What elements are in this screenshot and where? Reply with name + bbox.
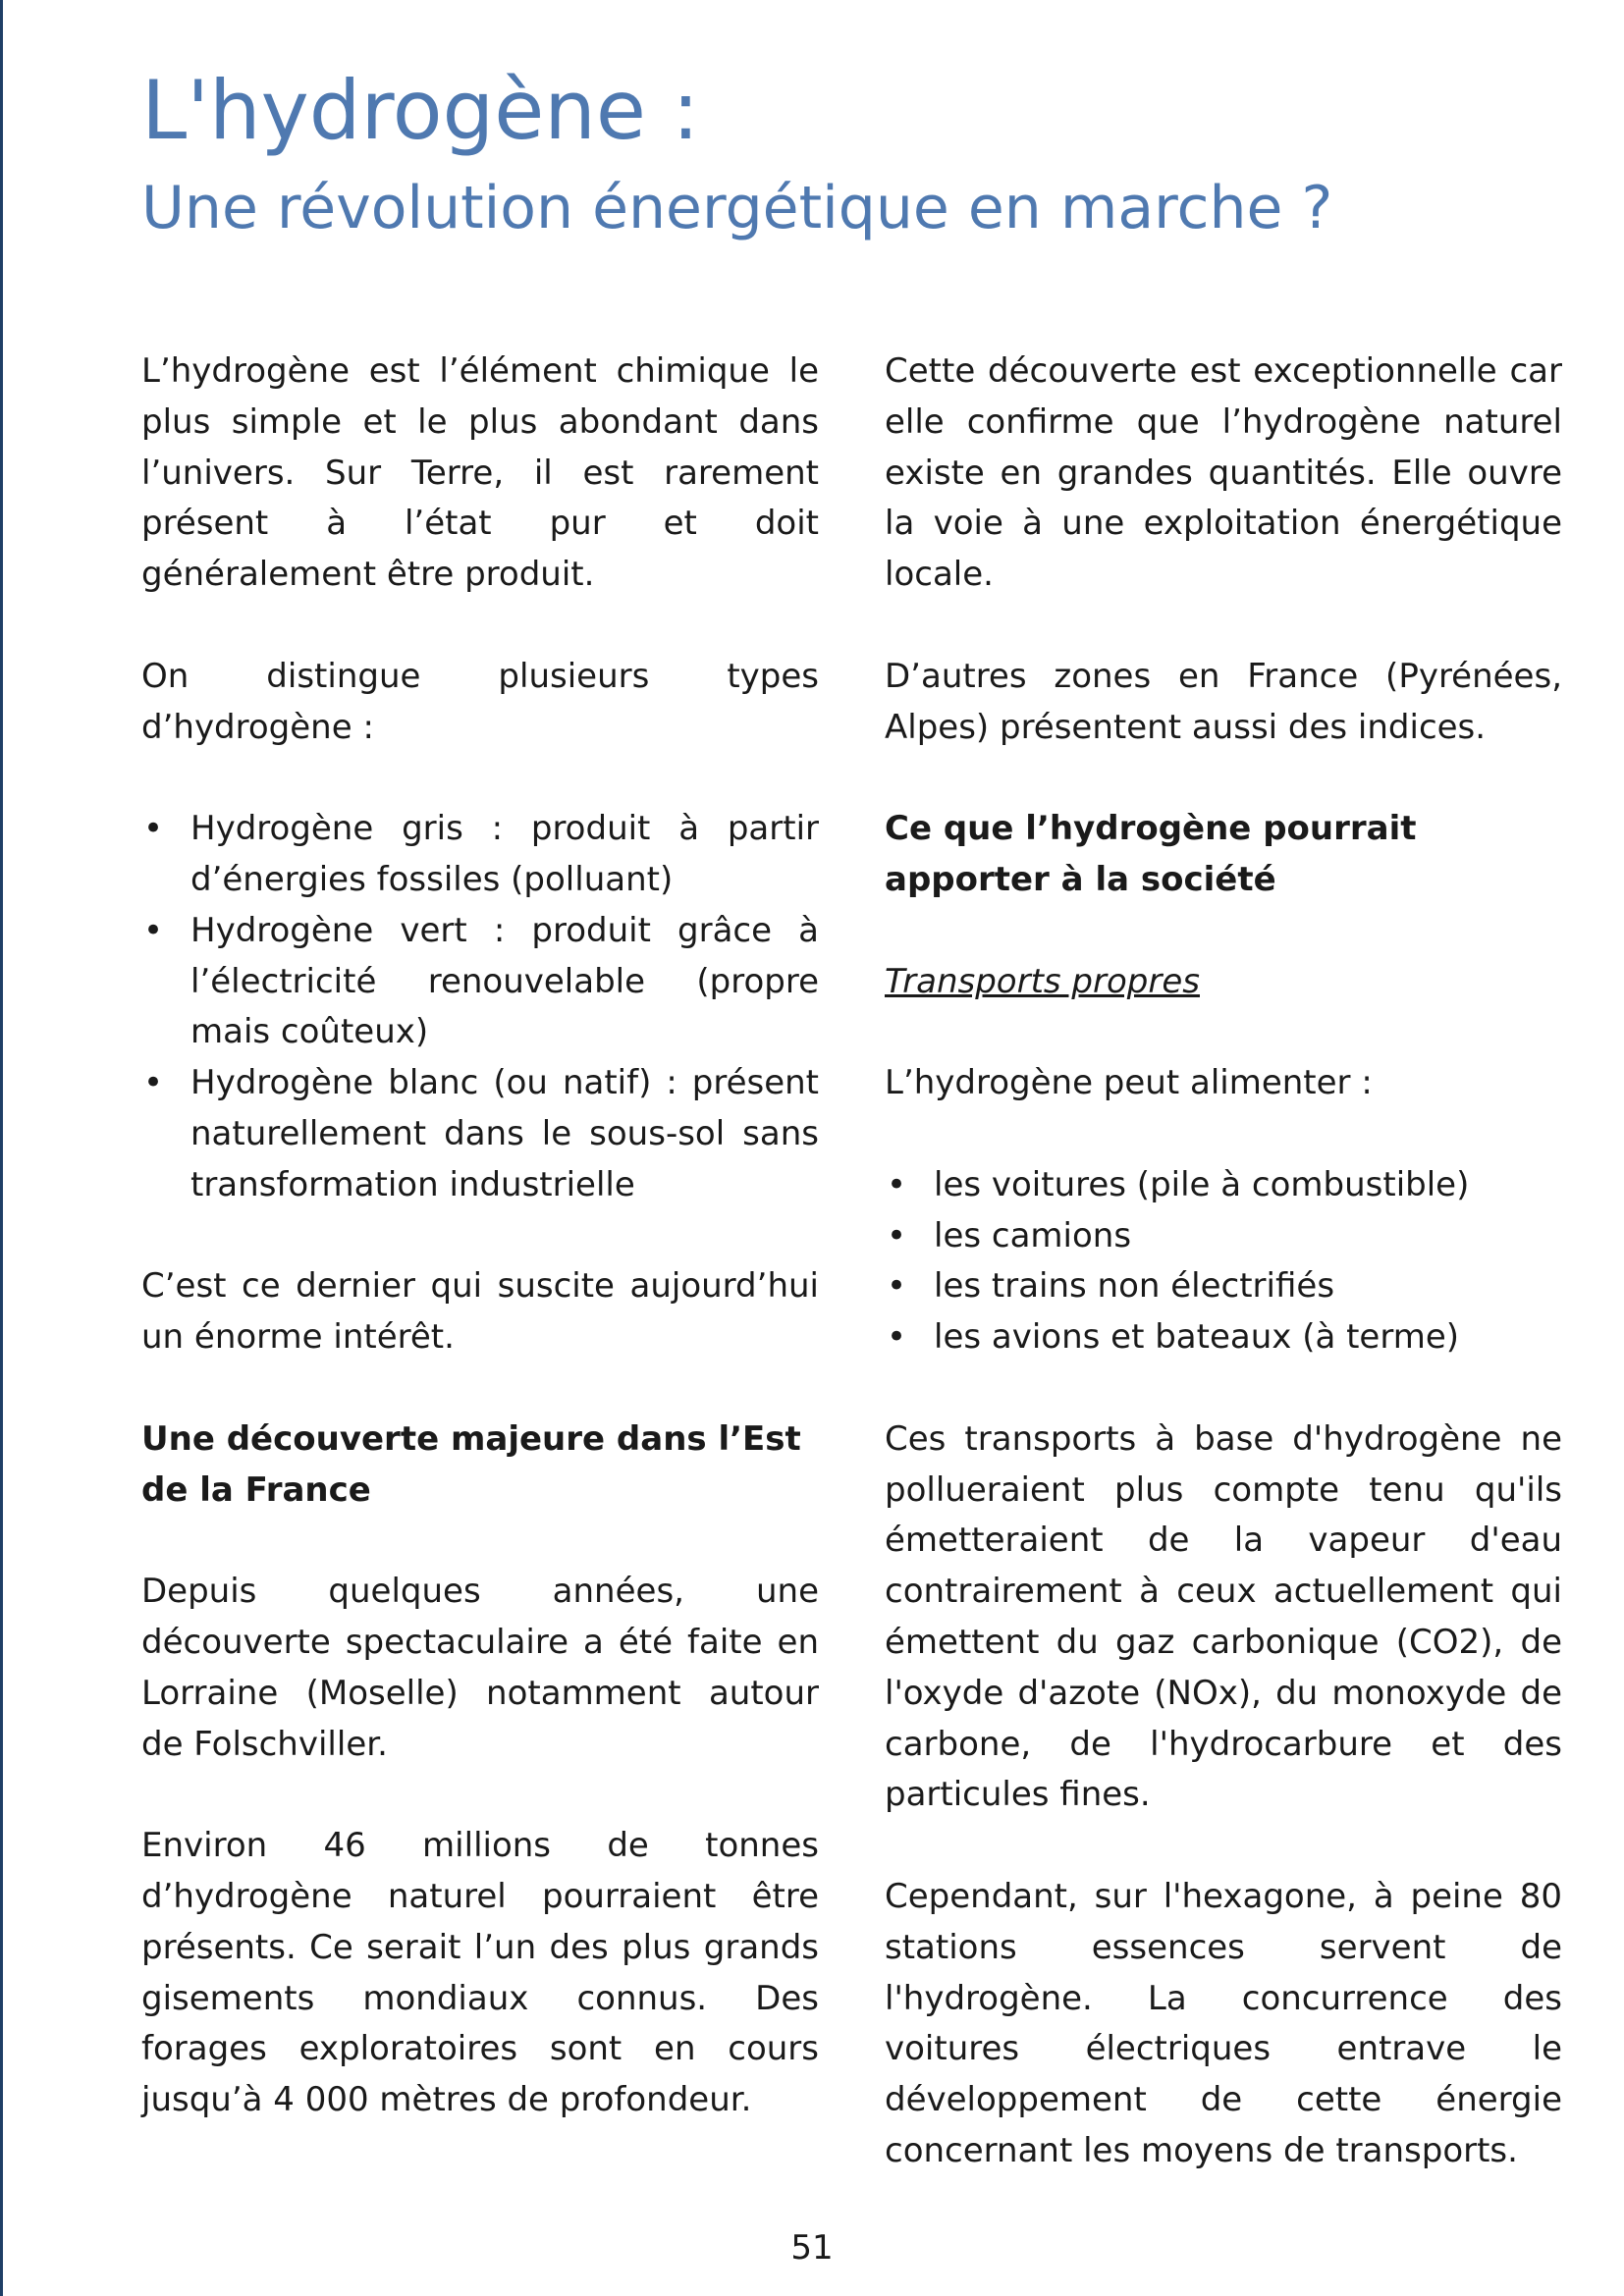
list-item-text: les avions et bateaux (à terme)	[934, 1317, 1460, 1358]
list-item	[885, 1261, 1562, 1312]
bullet-icon: •	[887, 1266, 907, 1307]
list-item	[141, 906, 819, 1058]
types-intro-paragraph: On distingue plusieurs types d’hydrogène :	[141, 656, 819, 747]
list-item	[885, 1211, 1562, 1262]
bullet-icon: •	[143, 910, 164, 950]
list-item-text: Hydrogène gris : produit à partir d’énergies fossiles (polluant)	[190, 809, 819, 899]
exceptional-paragraph: Cette découverte est exceptionnelle car elle confirme que l’hydrogène naturel existe en grandes quantités. Elle ouvre la voie à une exploitation énergétique locale.	[885, 351, 1562, 595]
list-item	[885, 1160, 1562, 1211]
list-item	[885, 1312, 1562, 1363]
right-column	[885, 347, 1562, 2227]
list-item-text: Hydrogène blanc (ou natif) : présent naturellement dans le sous-sol sans transformation industrielle	[190, 1063, 819, 1204]
list-item	[141, 804, 819, 906]
other-zones-paragraph: D’autres zones en France (Pyrénées, Alpes) présentent aussi des indices.	[885, 656, 1562, 747]
estimate-paragraph: Environ 46 millions de tonnes d’hydrogène naturel pourraient être présents. Ce serait l’un des plus grands gisements mondiaux connus. Des forages exploratoires sont en cours jusqu’à 4 000 mètres de profondeur.	[141, 1826, 819, 2120]
intro-paragraph: L’hydrogène est l’élément chimique le plus simple et le plus abondant dans l’univers. Sur Terre, il est rarement présent à l’état pur et doit généralement être produit.	[141, 351, 819, 595]
society-heading: Ce que l’hydrogène pourrait apporter à la société	[885, 809, 1417, 899]
bullet-icon: •	[143, 1063, 164, 1103]
page-title: L'hydrogène :	[141, 63, 700, 158]
discovery-heading: Une découverte majeure dans l’Est de la France	[141, 1418, 801, 1510]
stations-paragraph: Cependant, sur l'hexagone, à peine 80 stations essences servent de l'hydrogène. La concurrence des voitures électriques entrave le développement de cette énergie concernant les moyens de transports.	[885, 1876, 1562, 2170]
list-item	[141, 1058, 819, 1210]
list-item-text: les camions	[934, 1215, 1132, 1255]
bullet-icon: •	[887, 1215, 907, 1255]
page-subtitle: Une révolution énergétique en marche ?	[141, 174, 1333, 242]
list-item-text: les trains non électrifiés	[934, 1266, 1335, 1307]
bullet-icon: •	[887, 1317, 907, 1358]
transport-subheading: Transports propres	[885, 961, 1200, 1001]
page-number: 51	[790, 2228, 834, 2268]
pollution-paragraph: Ces transports à base d'hydrogène ne pollueraient plus compte tenu qu'ils émetteraient de la vapeur d'eau contrairement à ceux actuellement qui émettent du gaz carbonique (CO2), de l'oxyde d'azote (NOx), du monoxyde de carbone, de l'hydrocarbure et des particules fines.	[885, 1418, 1562, 1815]
title-block	[141, 57, 1536, 247]
page-edge-line	[0, 0, 3, 2296]
bullet-icon: •	[143, 809, 164, 849]
interest-paragraph: C’est ce dernier qui suscite aujourd’hui un énorme intérêt.	[141, 1266, 819, 1358]
transport-list	[885, 1160, 1562, 1363]
hydrogen-types-list	[141, 804, 819, 1210]
list-item-text: Hydrogène vert : produit grâce à l’électricité renouvelable (propre mais coûteux)	[190, 910, 819, 1052]
discovery-paragraph: Depuis quelques années, une découverte spectaculaire a été faite en Lorraine (Moselle) notamment autour de Folschviller.	[141, 1572, 819, 1764]
list-item-text: les voitures (pile à combustible)	[934, 1164, 1470, 1204]
left-column	[141, 347, 819, 2177]
bullet-icon: •	[887, 1164, 907, 1204]
can-power-paragraph: L’hydrogène peut alimenter :	[885, 1063, 1373, 1103]
